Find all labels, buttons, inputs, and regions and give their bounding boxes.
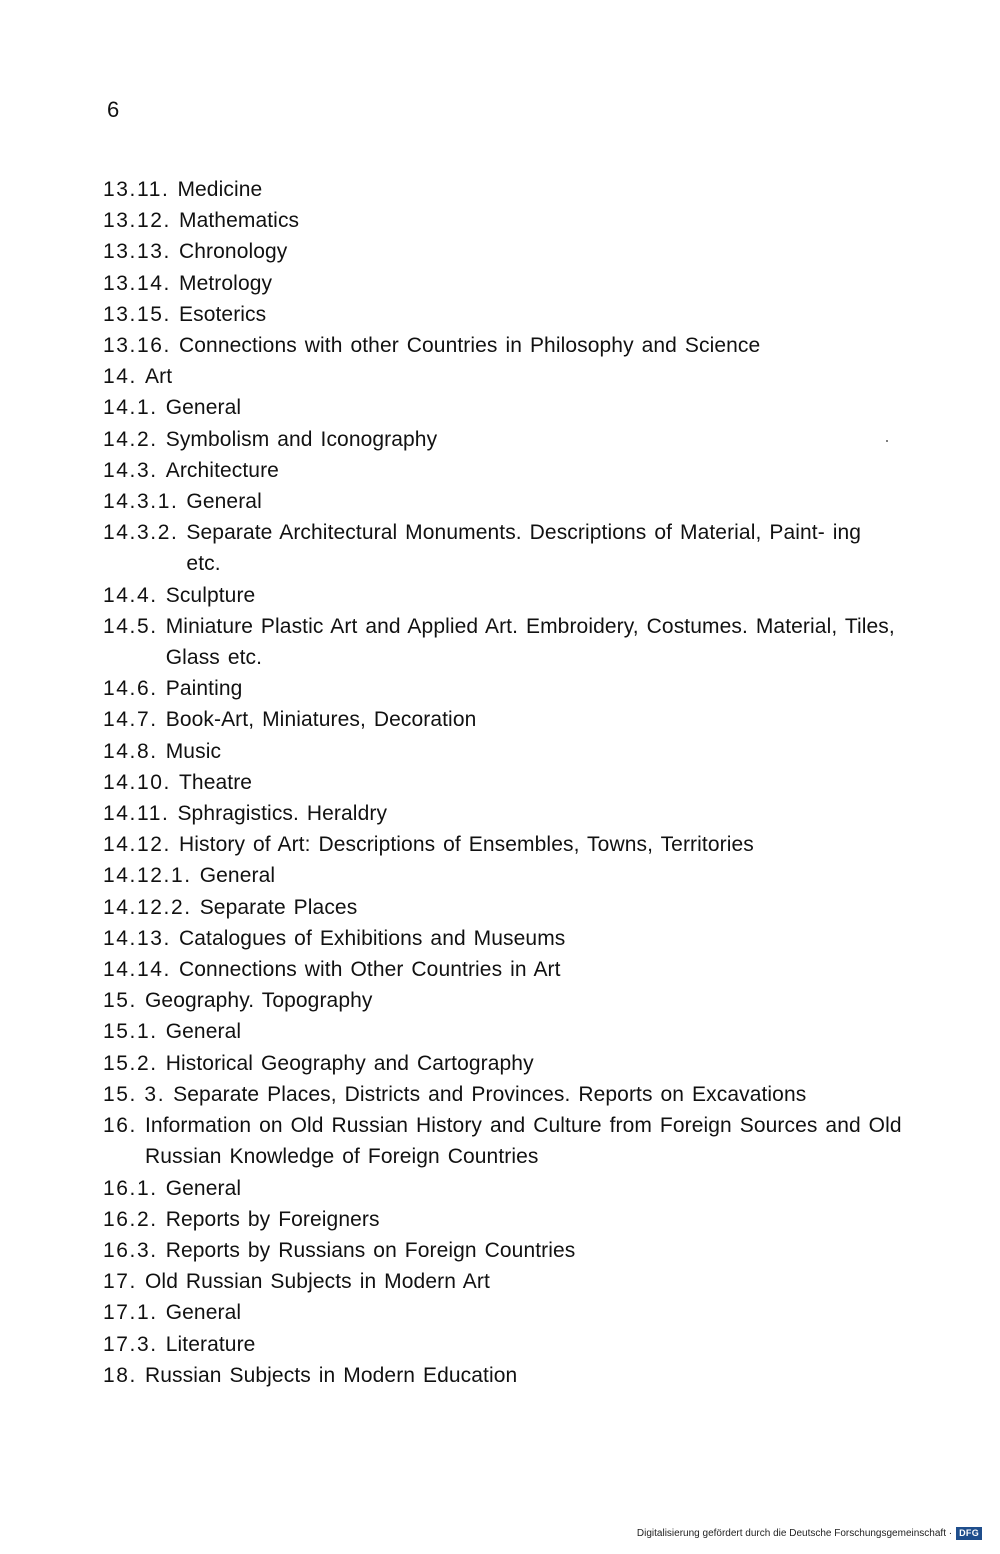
toc-entry-title: Sphragistics. Heraldry xyxy=(177,802,388,826)
toc-entry xyxy=(103,236,903,267)
toc-entry-number: 14.1. xyxy=(103,396,158,420)
toc-entry-number: 14.8. xyxy=(103,739,158,763)
toc-entry-number: 15.1. xyxy=(103,1020,158,1044)
toc-entry xyxy=(103,455,903,486)
toc-entry-number: 14.12. xyxy=(103,833,171,857)
toc-entry-title: General xyxy=(186,490,262,514)
toc-entry xyxy=(103,1048,903,1079)
scan-speck xyxy=(886,440,888,442)
toc-entry-title: Reports by Russians on Foreign Countries xyxy=(165,1238,576,1262)
toc-entry-title: Old Russian Subjects in Modern Art xyxy=(145,1270,490,1294)
toc-entry xyxy=(103,580,903,611)
toc-entry-title: General xyxy=(165,1176,242,1200)
toc-entry xyxy=(103,1329,903,1360)
toc-entry-number: 17.1. xyxy=(103,1301,158,1325)
toc-entry-title: Geography. Topography xyxy=(145,989,373,1013)
toc-entry-title: Connections with other Countries in Philosophy and Science xyxy=(179,334,761,358)
toc-entry-number: 14.6. xyxy=(103,677,158,701)
toc-entry-number: 13.16. xyxy=(103,334,171,358)
toc-entry-title: Connections with Other Countries in Art xyxy=(179,958,561,982)
toc-entry-title: Information on Old Russian History and Culture from Foreign Sources and Old Russian Knowledge of Foreign Countries xyxy=(145,1114,902,1169)
toc-entry xyxy=(103,517,903,579)
page-number: 6 xyxy=(107,97,120,122)
toc-entry-number: 17. xyxy=(103,1270,137,1294)
toc-entry-number: 14.14. xyxy=(103,958,171,982)
toc-entry-number: 14.3.1. xyxy=(103,490,179,514)
toc-entry-number: 13.11. xyxy=(103,178,170,201)
toc-entry-number: 13.14. xyxy=(103,271,171,295)
toc-entry xyxy=(103,736,903,767)
toc-entry-title: Symbolism and Iconography xyxy=(165,427,438,451)
toc-entry xyxy=(103,486,903,517)
toc-entry xyxy=(103,1173,903,1204)
toc-entry-title: Theatre xyxy=(179,770,253,794)
toc-entry xyxy=(103,829,903,860)
toc-entry-title: Architecture xyxy=(165,458,279,482)
digitization-footer xyxy=(637,1527,982,1540)
toc-entry xyxy=(103,1235,903,1266)
toc-entry-title: Book-Art, Miniatures, Decoration xyxy=(165,708,477,732)
toc-entry xyxy=(103,798,903,829)
toc-entry-number: 17.3. xyxy=(103,1332,158,1356)
toc-entry xyxy=(103,424,903,455)
toc-entry-number: 15. 3. xyxy=(103,1082,166,1106)
toc-entry xyxy=(103,704,903,735)
toc-entry-number: 16.2. xyxy=(103,1207,158,1231)
toc-entry-number: 14.11. xyxy=(103,802,170,826)
toc-entry xyxy=(103,205,903,236)
toc-entry-title: Separate Places xyxy=(199,895,358,919)
toc-entry-title: Literature xyxy=(165,1332,256,1356)
toc-entry-title: Esoterics xyxy=(179,302,267,326)
toc-entry xyxy=(103,860,903,891)
toc-entry xyxy=(103,673,903,704)
toc-entry-title: Music xyxy=(165,739,222,763)
toc-entry-title: Separate Places, Districts and Provinces. Reports on Excavations xyxy=(173,1082,807,1106)
toc-entry-title: General xyxy=(165,1020,242,1044)
toc-entry-number: 16. xyxy=(103,1114,137,1138)
toc-entry xyxy=(103,892,903,923)
toc-entry xyxy=(103,767,903,798)
toc-entry-title: General xyxy=(165,1301,242,1325)
toc-entry xyxy=(103,1297,903,1328)
toc-entry-title: Mathematics xyxy=(179,209,300,233)
toc-entry-title: Metrology xyxy=(179,271,273,295)
toc-entry-number: 18. xyxy=(103,1363,137,1387)
toc-entry-number: 16.3. xyxy=(103,1238,158,1262)
toc-entry-number: 14.4. xyxy=(103,583,158,607)
toc-entry xyxy=(103,611,903,673)
toc-entry-number: 13.13. xyxy=(103,240,171,264)
toc-entry-title: Catalogues of Exhibitions and Museums xyxy=(179,926,566,950)
toc-entry-title: History of Art: Descriptions of Ensembles, Towns, Territories xyxy=(179,833,754,857)
toc-entry xyxy=(103,954,903,985)
toc-entry-title: Separate Architectural Monuments. Descriptions of Material, Paint- ing etc. xyxy=(186,521,862,576)
toc-entry xyxy=(103,1079,903,1110)
footer-text: Digitalisierung gefördert durch die Deutsche Forschungsgemeinschaft · xyxy=(636,1527,953,1539)
toc-entry-title: Miniature Plastic Art and Applied Art. Embroidery, Costumes. Material, Tiles, Glass etc. xyxy=(165,614,895,670)
toc-entry-number: 16.1. xyxy=(103,1176,158,1200)
toc-entry-number: 14.10. xyxy=(103,770,171,794)
toc-entry-title: Sculpture xyxy=(165,583,256,607)
toc-entry-number: 14.5. xyxy=(103,614,158,638)
dfg-logo-icon: DFG xyxy=(956,1527,982,1540)
toc-entry xyxy=(103,985,903,1016)
toc-entry xyxy=(103,299,903,330)
toc-entry-number: 14.13. xyxy=(103,926,171,950)
toc-entry-title: General xyxy=(199,864,276,888)
toc-entry-number: 14.7. xyxy=(103,708,158,732)
toc-entry-number: 14.3. xyxy=(103,458,158,482)
toc-entry-number: 15.2. xyxy=(103,1051,158,1075)
toc-entry xyxy=(103,174,903,205)
toc-entry-number: 14.2. xyxy=(103,427,158,451)
toc-entry xyxy=(103,1016,903,1047)
toc-entry-number: 15. xyxy=(103,989,137,1013)
toc-entry xyxy=(103,1204,903,1235)
toc-entry-title: General xyxy=(165,396,242,420)
table-of-contents xyxy=(103,174,903,1391)
toc-entry xyxy=(103,1266,903,1297)
toc-entry-title: Painting xyxy=(165,677,243,701)
toc-entry-title: Russian Subjects in Modern Education xyxy=(145,1363,518,1387)
toc-entry xyxy=(103,392,903,423)
toc-entry-title: Reports by Foreigners xyxy=(165,1207,380,1231)
toc-entry xyxy=(103,361,903,392)
toc-entry-number: 14.3.2. xyxy=(103,521,179,545)
toc-entry-number: 14.12.1. xyxy=(103,864,192,888)
toc-entry xyxy=(103,923,903,954)
toc-entry-title: Art xyxy=(145,365,173,389)
toc-entry-title: Chronology xyxy=(179,240,288,264)
toc-entry xyxy=(103,330,903,361)
toc-entry-number: 14. xyxy=(103,365,137,389)
toc-entry-number: 13.12. xyxy=(103,209,171,233)
toc-entry-title: Medicine xyxy=(177,178,263,201)
toc-entry xyxy=(103,268,903,299)
toc-entry xyxy=(103,1360,903,1391)
toc-entry-number: 13.15. xyxy=(103,302,171,326)
toc-entry xyxy=(103,1110,903,1172)
toc-entry-title: Historical Geography and Cartography xyxy=(165,1051,534,1075)
toc-entry-number: 14.12.2. xyxy=(103,895,192,919)
